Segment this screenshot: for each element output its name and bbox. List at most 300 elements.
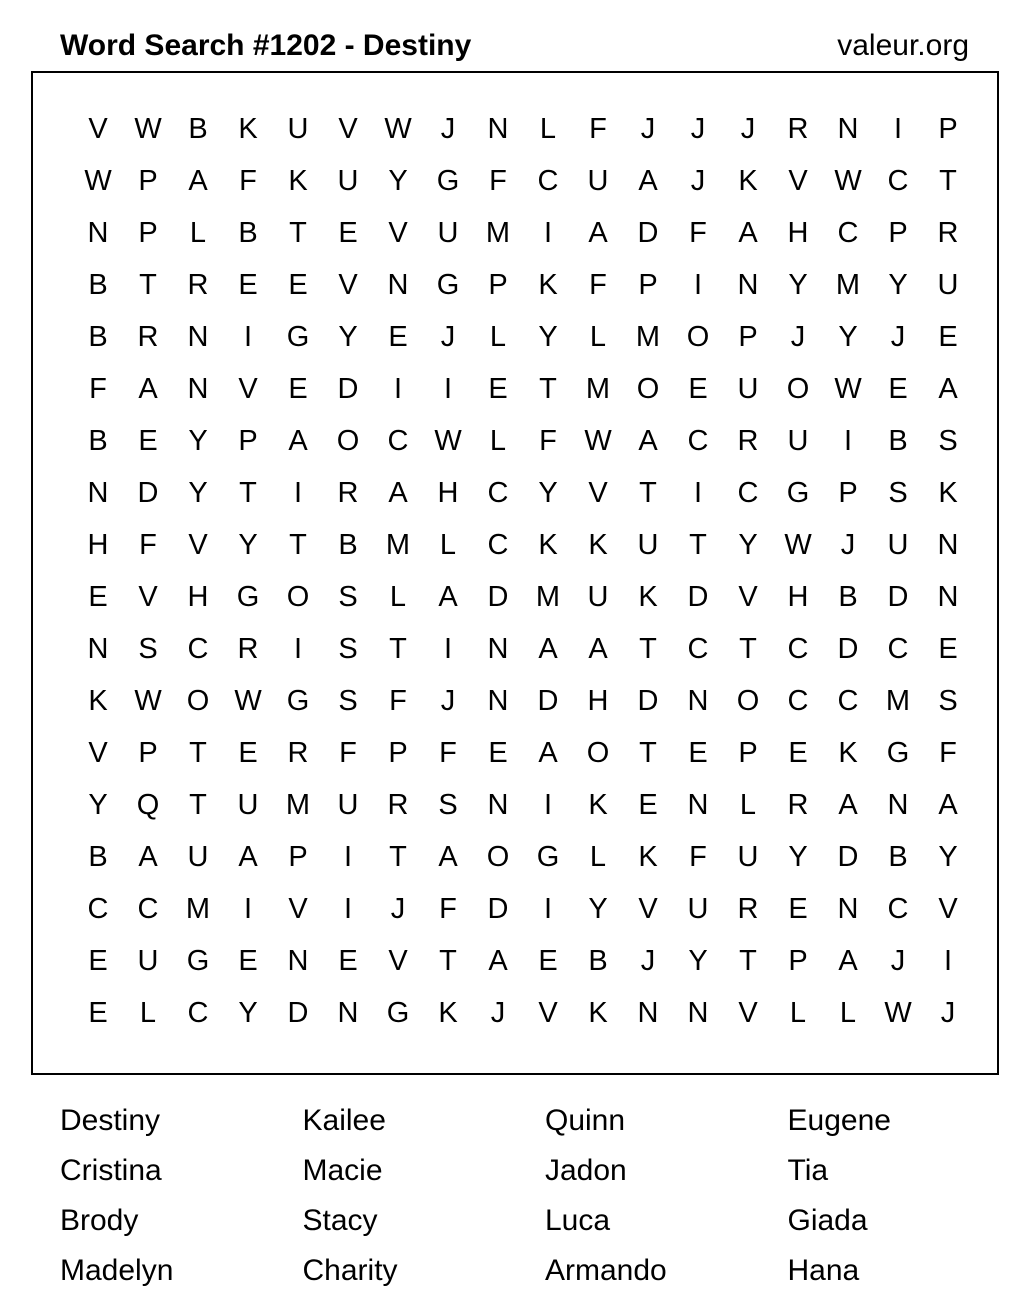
grid-letter: C: [887, 165, 909, 197]
grid-letter: C: [687, 425, 709, 457]
grid-letter: J: [440, 113, 456, 145]
grid-letter: A: [838, 789, 858, 821]
grid-letter: T: [639, 633, 657, 665]
grid-letter: I: [243, 321, 253, 353]
grid-letter: E: [938, 321, 958, 353]
grid-letter: P: [388, 737, 408, 769]
grid-letter: T: [239, 477, 257, 509]
grid-letter: Y: [588, 893, 608, 925]
grid-letter: W: [84, 165, 112, 197]
grid-letter: Y: [788, 841, 808, 873]
grid-letter: J: [640, 945, 656, 977]
grid-letter: I: [293, 477, 303, 509]
grid-letter: P: [738, 737, 758, 769]
grid-letter: L: [739, 789, 757, 821]
grid-letter: G: [436, 165, 460, 197]
grid-letter: U: [337, 789, 359, 821]
grid-letter: E: [88, 945, 108, 977]
grid-letter: J: [640, 113, 656, 145]
grid-letter: U: [737, 373, 759, 405]
word-list-item: Jadon: [545, 1154, 627, 1187]
grid-letter: B: [838, 581, 858, 613]
grid-letter: I: [693, 477, 703, 509]
grid-letter: U: [937, 269, 959, 301]
grid-letter: D: [837, 841, 859, 873]
grid-letter: H: [787, 581, 809, 613]
grid-letter: J: [840, 529, 856, 561]
grid-letter: E: [88, 997, 108, 1029]
grid-letter: L: [389, 581, 407, 613]
grid-letter: F: [539, 425, 557, 457]
word-list-item: Charity: [302, 1254, 398, 1287]
grid-letter: M: [385, 529, 411, 561]
grid-letter: A: [388, 477, 408, 509]
grid-letter: S: [338, 685, 358, 717]
grid-letter: E: [488, 373, 508, 405]
grid-letter: K: [438, 997, 458, 1029]
grid-letter: F: [139, 529, 157, 561]
grid-letter: A: [938, 789, 958, 821]
grid-letter: A: [838, 945, 858, 977]
grid-letter: F: [489, 165, 507, 197]
word-list-item: Giada: [787, 1204, 868, 1237]
puzzle-frame: [31, 71, 999, 1075]
grid-letter: M: [635, 321, 661, 353]
grid-letter: F: [689, 841, 707, 873]
grid-letter: T: [189, 789, 207, 821]
grid-letter: K: [88, 685, 108, 717]
grid-letter: L: [589, 841, 607, 873]
grid-letter: B: [88, 269, 108, 301]
grid-letter: I: [843, 425, 853, 457]
grid-letter: T: [189, 737, 207, 769]
grid-letter: V: [538, 997, 558, 1029]
grid-letter: U: [887, 529, 909, 561]
grid-letter: U: [687, 893, 709, 925]
grid-letter: R: [787, 789, 809, 821]
grid-letter: E: [238, 269, 258, 301]
grid-letter: T: [439, 945, 457, 977]
grid-letter: I: [943, 945, 953, 977]
grid-letter: V: [388, 945, 408, 977]
grid-letter: V: [138, 581, 158, 613]
grid-letter: P: [638, 269, 658, 301]
grid-letter: H: [437, 477, 459, 509]
grid-letter: N: [487, 685, 509, 717]
grid-letter: J: [490, 997, 506, 1029]
grid-letter: E: [388, 321, 408, 353]
grid-letter: G: [786, 477, 810, 509]
grid-letter: G: [236, 581, 260, 613]
grid-letter: T: [689, 529, 707, 561]
grid-letter: K: [588, 789, 608, 821]
grid-letter: F: [439, 737, 457, 769]
grid-letter: N: [887, 789, 909, 821]
page-title: Word Search #1202 - Destiny: [60, 29, 472, 62]
grid-letter: V: [738, 997, 758, 1029]
grid-letter: P: [138, 165, 158, 197]
grid-letter: D: [137, 477, 159, 509]
grid-letter: F: [589, 113, 607, 145]
grid-letter: C: [187, 633, 209, 665]
word-list-item: Destiny: [60, 1104, 161, 1137]
grid-letter: K: [588, 997, 608, 1029]
grid-letter: S: [438, 789, 458, 821]
grid-letter: W: [234, 685, 262, 717]
grid-letter: E: [538, 945, 558, 977]
grid-letter: T: [289, 529, 307, 561]
grid-letter: U: [187, 841, 209, 873]
grid-letter: G: [186, 945, 210, 977]
grid-letter: G: [286, 685, 310, 717]
grid-letter: D: [837, 633, 859, 665]
grid-letter: C: [187, 997, 209, 1029]
grid-letter: J: [790, 321, 806, 353]
grid-letter: J: [740, 113, 756, 145]
grid-letter: I: [693, 269, 703, 301]
grid-letter: M: [585, 373, 611, 405]
grid-letter: C: [787, 685, 809, 717]
grid-letter: P: [488, 269, 508, 301]
grid-letter: I: [543, 893, 553, 925]
grid-letter: A: [138, 373, 158, 405]
grid-letter: N: [837, 113, 859, 145]
grid-letter: A: [938, 373, 958, 405]
grid-letter: T: [739, 633, 757, 665]
grid-letter: E: [688, 373, 708, 405]
word-list-item: Eugene: [787, 1104, 891, 1137]
grid-letter: T: [389, 841, 407, 873]
grid-letter: C: [737, 477, 759, 509]
grid-letter: C: [787, 633, 809, 665]
grid-letter: Y: [188, 425, 208, 457]
grid-letter: U: [587, 581, 609, 613]
grid-letter: O: [586, 737, 610, 769]
grid-letter: W: [134, 685, 162, 717]
grid-letter: E: [288, 269, 308, 301]
grid-letter: B: [238, 217, 258, 249]
grid-letter: N: [187, 321, 209, 353]
grid-letter: K: [638, 581, 658, 613]
grid-letter: B: [88, 841, 108, 873]
grid-letter: V: [338, 113, 358, 145]
grid-letter: R: [737, 425, 759, 457]
grid-letter: W: [884, 997, 912, 1029]
grid-letter: J: [890, 945, 906, 977]
grid-letter: J: [890, 321, 906, 353]
grid-letter: T: [639, 737, 657, 769]
grid-letter: V: [388, 217, 408, 249]
grid-letter: U: [587, 165, 609, 197]
grid-letter: N: [687, 685, 709, 717]
grid-letter: Y: [88, 789, 108, 821]
grid-letter: E: [638, 789, 658, 821]
grid-letter: S: [888, 477, 908, 509]
grid-letter: L: [589, 321, 607, 353]
grid-letter: C: [137, 893, 159, 925]
grid-letter: I: [343, 893, 353, 925]
grid-letter: I: [543, 217, 553, 249]
grid-letter: L: [489, 321, 507, 353]
grid-letter: S: [938, 685, 958, 717]
grid-letter: O: [486, 841, 510, 873]
grid-letter: D: [337, 373, 359, 405]
grid-letter: U: [787, 425, 809, 457]
grid-letter: H: [787, 217, 809, 249]
grid-letter: C: [487, 529, 509, 561]
grid-letter: Y: [788, 269, 808, 301]
grid-letter: A: [188, 165, 208, 197]
word-list: [60, 1096, 1030, 1296]
grid-letter: V: [638, 893, 658, 925]
grid-letter: D: [487, 893, 509, 925]
grid-letter: G: [436, 269, 460, 301]
grid-letter: P: [938, 113, 958, 145]
grid-letter: A: [538, 737, 558, 769]
grid-letter: A: [438, 581, 458, 613]
grid-letter: L: [439, 529, 457, 561]
grid-letter: N: [87, 633, 109, 665]
grid-letter: Y: [688, 945, 708, 977]
grid-letter: A: [738, 217, 758, 249]
grid-letter: A: [488, 945, 508, 977]
grid-letter: V: [188, 529, 208, 561]
grid-letter: B: [188, 113, 208, 145]
grid-letter: E: [338, 217, 358, 249]
word-list-item: Cristina: [60, 1154, 162, 1187]
grid-letter: O: [186, 685, 210, 717]
grid-letter: O: [736, 685, 760, 717]
grid-letter: M: [485, 217, 511, 249]
grid-letter: C: [687, 633, 709, 665]
grid-letter: B: [588, 945, 608, 977]
grid-letter: D: [537, 685, 559, 717]
grid-letter: P: [138, 217, 158, 249]
grid-letter: K: [288, 165, 308, 197]
grid-letter: U: [337, 165, 359, 197]
grid-letter: W: [434, 425, 462, 457]
grid-letter: R: [337, 477, 359, 509]
grid-letter: K: [538, 529, 558, 561]
grid-letter: S: [938, 425, 958, 457]
grid-letter: K: [838, 737, 858, 769]
grid-letter: W: [784, 529, 812, 561]
grid-letter: A: [138, 841, 158, 873]
grid-letter: P: [138, 737, 158, 769]
grid-letter: S: [138, 633, 158, 665]
grid-letter: C: [837, 685, 859, 717]
grid-letter: L: [839, 997, 857, 1029]
grid-letter: A: [638, 425, 658, 457]
grid-letter: N: [287, 945, 309, 977]
grid-letter: E: [938, 633, 958, 665]
grid-letter: T: [139, 269, 157, 301]
grid-letter: V: [88, 737, 108, 769]
word-list-item: Madelyn: [60, 1254, 174, 1287]
grid-letter: V: [938, 893, 958, 925]
grid-letter: Y: [838, 321, 858, 353]
grid-letter: V: [288, 893, 308, 925]
grid-letter: R: [237, 633, 259, 665]
grid-letter: Y: [938, 841, 958, 873]
grid-letter: E: [288, 373, 308, 405]
grid-letter: V: [788, 165, 808, 197]
grid-letter: I: [443, 373, 453, 405]
grid-letter: T: [289, 217, 307, 249]
grid-letter: O: [286, 581, 310, 613]
grid-letter: O: [336, 425, 360, 457]
grid-letter: E: [88, 581, 108, 613]
grid-letter: L: [489, 425, 507, 457]
grid-letter: F: [439, 893, 457, 925]
grid-letter: L: [139, 997, 157, 1029]
grid-letter: K: [538, 269, 558, 301]
grid-letter: K: [938, 477, 958, 509]
grid-letter: A: [538, 633, 558, 665]
grid-letter: B: [338, 529, 358, 561]
word-list-item: Kailee: [302, 1104, 386, 1137]
grid-letter: A: [638, 165, 658, 197]
grid-letter: C: [887, 633, 909, 665]
grid-letter: F: [689, 217, 707, 249]
grid-letter: C: [837, 217, 859, 249]
grid-letter: I: [293, 633, 303, 665]
word-list-item: Hana: [787, 1254, 860, 1287]
grid-letter: I: [393, 373, 403, 405]
grid-letter: E: [488, 737, 508, 769]
grid-letter: S: [338, 581, 358, 613]
grid-letter: F: [939, 737, 957, 769]
grid-letter: J: [690, 165, 706, 197]
grid-letter: L: [789, 997, 807, 1029]
grid-letter: U: [237, 789, 259, 821]
grid-letter: Y: [888, 269, 908, 301]
grid-letter: R: [737, 893, 759, 925]
grid-letter: Y: [538, 477, 558, 509]
grid-letter: M: [535, 581, 561, 613]
grid-letter: U: [737, 841, 759, 873]
grid-letter: N: [487, 633, 509, 665]
grid-letter: C: [537, 165, 559, 197]
grid-letter: R: [787, 113, 809, 145]
grid-letter: M: [185, 893, 211, 925]
grid-letter: W: [384, 113, 412, 145]
grid-letter: P: [288, 841, 308, 873]
grid-letter: U: [137, 945, 159, 977]
grid-letter: R: [937, 217, 959, 249]
grid-letter: O: [686, 321, 710, 353]
grid-letter: C: [87, 893, 109, 925]
grid-letter: Y: [238, 997, 258, 1029]
grid-letter: N: [687, 997, 709, 1029]
grid-letter: K: [738, 165, 758, 197]
grid-letter: C: [487, 477, 509, 509]
grid-letter: G: [386, 997, 410, 1029]
grid-letter: I: [343, 841, 353, 873]
grid-letter: Y: [338, 321, 358, 353]
grid-letter: I: [443, 633, 453, 665]
grid-letter: F: [589, 269, 607, 301]
grid-letter: F: [239, 165, 257, 197]
grid-letter: G: [536, 841, 560, 873]
grid-letter: N: [387, 269, 409, 301]
grid-letter: I: [543, 789, 553, 821]
grid-letter: R: [137, 321, 159, 353]
grid-letter: V: [88, 113, 108, 145]
grid-letter: N: [637, 997, 659, 1029]
grid-letter: V: [238, 373, 258, 405]
grid-letter: F: [89, 373, 107, 405]
grid-letter: B: [888, 425, 908, 457]
word-list-item: Stacy: [302, 1204, 378, 1237]
grid-letter: A: [238, 841, 258, 873]
grid-letter: M: [885, 685, 911, 717]
grid-letter: E: [238, 945, 258, 977]
grid-letter: B: [888, 841, 908, 873]
grid-letter: N: [487, 789, 509, 821]
grid-letter: W: [134, 113, 162, 145]
grid-letter: D: [637, 217, 659, 249]
grid-letter: T: [389, 633, 407, 665]
grid-letter: G: [286, 321, 310, 353]
grid-letter: M: [285, 789, 311, 821]
grid-letter: K: [638, 841, 658, 873]
grid-letter: A: [588, 633, 608, 665]
grid-letter: T: [539, 373, 557, 405]
grid-letter: F: [389, 685, 407, 717]
grid-letter: C: [887, 893, 909, 925]
grid-letter: N: [937, 581, 959, 613]
grid-letter: B: [88, 321, 108, 353]
word-list-item: Armando: [545, 1254, 667, 1287]
grid-letter: U: [287, 113, 309, 145]
grid-letter: D: [487, 581, 509, 613]
grid-letter: W: [584, 425, 612, 457]
grid-letter: J: [440, 321, 456, 353]
grid-letter: E: [688, 737, 708, 769]
grid-letter: Q: [136, 789, 160, 821]
grid-letter: V: [588, 477, 608, 509]
grid-letter: D: [687, 581, 709, 613]
grid-letter: D: [887, 581, 909, 613]
grid-letter: J: [690, 113, 706, 145]
grid-letter: V: [338, 269, 358, 301]
grid-letter: R: [387, 789, 409, 821]
grid-letter: P: [788, 945, 808, 977]
site-name: valeur.org: [837, 29, 969, 62]
grid-letter: P: [238, 425, 258, 457]
grid-letter: C: [387, 425, 409, 457]
grid-letter: L: [539, 113, 557, 145]
grid-letter: N: [687, 789, 709, 821]
word-list-item: Tia: [787, 1154, 829, 1187]
grid-letter: R: [287, 737, 309, 769]
grid-letter: F: [339, 737, 357, 769]
grid-letter: P: [888, 217, 908, 249]
grid-letter: E: [788, 737, 808, 769]
word-list-item: Brody: [60, 1204, 139, 1237]
grid-letter: Y: [188, 477, 208, 509]
grid-letter: S: [338, 633, 358, 665]
grid-letter: E: [338, 945, 358, 977]
grid-letter: T: [939, 165, 957, 197]
grid-letter: N: [487, 113, 509, 145]
grid-letter: Y: [388, 165, 408, 197]
grid-letter: E: [138, 425, 158, 457]
word-list-item: Quinn: [545, 1104, 626, 1137]
grid-letter: N: [337, 997, 359, 1029]
grid-letter: E: [788, 893, 808, 925]
